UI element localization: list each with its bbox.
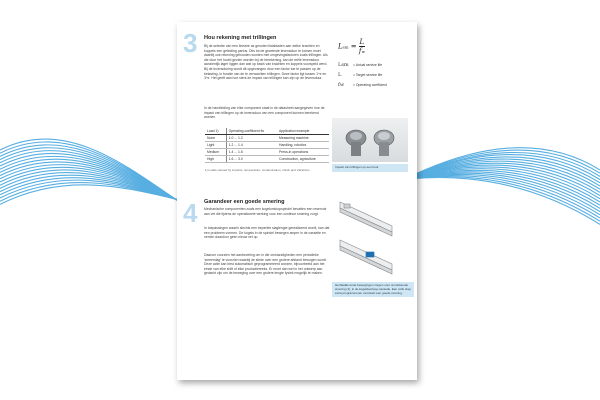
table-row (205, 156, 329, 163)
table-row (205, 149, 329, 156)
section-3-number: 3 (183, 28, 198, 58)
table-row (205, 142, 329, 149)
table-header-load: Load 1) (205, 128, 226, 135)
section-4-title: Garandeer een goede smering (204, 199, 285, 205)
table-cell: 1.2 ... 1.4 (226, 142, 277, 149)
linear-rail-illustration (334, 196, 410, 280)
section-4-number: 4 (183, 198, 198, 228)
legend-row-target: L = Target service life (338, 72, 383, 78)
table-cell: Medium (205, 149, 226, 156)
legend-text: Actual service life (355, 63, 383, 67)
table-cell: None (205, 135, 226, 142)
rail-caption: Herhaalde korte bewegingen zorgen voor onvoldoende smering (1), in de kogeldoorloop-cassette. Een volle slag extra programmeren verzekert een goede smering. (332, 282, 414, 297)
table-cell: 1.6 ... 3.0 (226, 156, 277, 163)
table-cell: Handling, robotics (277, 142, 329, 149)
table-cell: Measuring machine (277, 135, 329, 142)
section-4-paragraph-3: Daarom voorzien het aanbeveling om in die omstandigheden een periodieke 'smeerslag' te voorzien waarbij de slede over een grotere afstand bewogen wordt. Deze actie kan best automatisch geprogrammeerd worden, bijvoorbeeld aan het einde van elke shift of elke productiereeks. Er moet dan wel in het ontwerp aan gedacht zijn om de beweging over een grotere lengte fysiek mogelijk te maken. (204, 253, 327, 276)
legend-row-coefficient: fw = Operating coefficient (338, 82, 387, 88)
legend-symbol: L (338, 72, 342, 78)
legend-symbol: Lsm (338, 62, 349, 68)
section-4-paragraph-2: In toepassingen waarin slechts een beperkte slaglengte gerealiseerd wordt, kan dat een probleem vormen. De kogels in de spindel bewegen amper in de cassette en nemen daardoor geen nieuw vet op. (204, 226, 330, 240)
section-4-paragraph-1: Mechanische componenten zoals een kogelomloopspindel bevatten een reservoir aan vet die tijdens de operationele werking voor een continue smering zorgt. (204, 207, 327, 216)
table-row (205, 135, 329, 142)
operating-coefficient-table (205, 128, 329, 163)
service-life-formula: Lsm = $\frac{L}{fw}$ (338, 38, 365, 55)
legend-row-actual: Lsm = Actual service life (338, 62, 383, 68)
table-header-application: Application example (277, 128, 329, 135)
table-cell: High (205, 156, 226, 163)
section-3-paragraph-1: Bij de selectie van een lineaire as genoten listabladen aan welke krachten en koppels een geleiding partus. Dits tot de gewenste levensduur te komen moet daarbij ook rekening gehouden worden met omgevingsfactoren zoals trillingen. Als die door het hoofd gezien worden bij de berekening, kan de reële levensduur aanzienlijk lager liggen dan wat op basis van krachten en koppels voorspeld werd. Bij de levensduring wordt dit opgevangen door een factor toe te passen op de belasting, in functie van de te verwachten trillingen. Deze factor ligt tussen 1^e en 3^e. Het geeft aan hoe sterk de impact van trillingen kan zijn op de levensduur. (204, 44, 328, 81)
table-cell: Light (205, 142, 226, 149)
legend-text: Operating coefficient (355, 83, 387, 87)
section-3-paragraph-2: In de handleiding van elke component staat in de datasheet aangegeven hoe de impact van trillingen op de levensduur van een component kunnen berekend worden. (204, 106, 325, 120)
table-cell: 1.0 ... 1.2 (226, 135, 277, 142)
table-cell: 1.4 ... 1.6 (226, 149, 277, 156)
table-footnote: 1) Loads caused by impacts, temperature, contamination, shock and vibrations (205, 168, 310, 172)
legend-text: Target service life (355, 73, 383, 77)
photo-caption: Impact van trillingen op een bout (332, 164, 408, 172)
section-3-title: Hou rekening met trillingen (204, 35, 277, 41)
bolt-photo (332, 118, 408, 162)
table-cell: Construction, agriculture (277, 156, 329, 163)
table-cell: Press-in operations (277, 149, 329, 156)
table-header-coefficient: Operating coefficient fw (226, 128, 277, 135)
legend-symbol: fw (338, 82, 345, 88)
